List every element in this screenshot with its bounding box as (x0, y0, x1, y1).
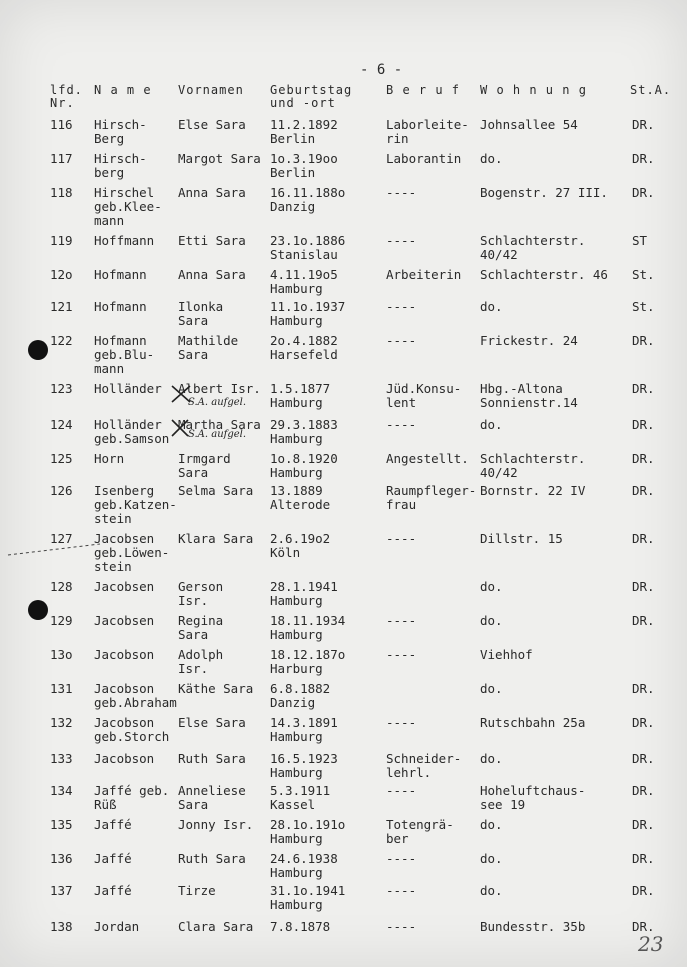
row-nr: 123 (50, 381, 73, 396)
row-vornamen: Ruth Sara (178, 851, 246, 866)
row-name: Jacobsen geb.Löwen- stein (94, 531, 170, 574)
row-nr: 125 (50, 451, 73, 466)
row-st: DR. (632, 333, 655, 348)
row-vornamen: Clara Sara (178, 919, 254, 934)
row-st: DR. (632, 751, 655, 766)
row-geburt: 31.1o.1941 Hamburg (270, 883, 346, 912)
row-st: DR. (632, 117, 655, 132)
row-beruf: Angestellt. (386, 451, 469, 466)
row-vornamen: Klara Sara (178, 531, 254, 546)
row-geburt: 2.6.19o2 Köln (270, 531, 331, 560)
row-wohnung: Bundesstr. 35b (480, 919, 586, 934)
row-st: DR. (632, 919, 655, 934)
row-name: Jaffé geb. Rüß (94, 783, 170, 812)
row-nr: 12o (50, 267, 73, 282)
row-beruf: Arbeiterin (386, 267, 462, 282)
row-nr: 133 (50, 751, 73, 766)
header-beruf: B e r u f (386, 83, 461, 97)
row-vornamen: Else Sara (178, 117, 246, 132)
row-wohnung: Viehhof (480, 647, 533, 662)
punch-hole (28, 340, 48, 360)
row-wohnung: do. (480, 417, 503, 432)
row-st: DR. (632, 613, 655, 628)
row-beruf: ---- (386, 417, 417, 432)
row-geburt: 23.1o.1886 Stanislau (270, 233, 346, 262)
row-wohnung: do. (480, 751, 503, 766)
row-name: Hoffmann (94, 233, 155, 248)
handwritten-note: S.A. aufgel. (188, 429, 247, 440)
row-geburt: 18.11.1934 Hamburg (270, 613, 346, 642)
row-nr: 132 (50, 715, 73, 730)
row-name: Jacobsen (94, 579, 155, 594)
row-name: Jaffé (94, 851, 132, 866)
row-name: Hofmann (94, 267, 147, 282)
row-vornamen: Anna Sara (178, 185, 246, 200)
row-geburt: 11.2.1892 Berlin (270, 117, 338, 146)
row-beruf: ---- (386, 783, 417, 798)
row-nr: 124 (50, 417, 73, 432)
row-geburt: 4.11.19o5 Hamburg (270, 267, 338, 296)
row-beruf: ---- (386, 531, 417, 546)
row-wohnung: Bogenstr. 27 III. (480, 185, 608, 200)
row-name: Jaffé (94, 883, 132, 898)
row-st: DR. (632, 817, 655, 832)
row-geburt: 16.5.1923 Hamburg (270, 751, 338, 780)
row-wohnung: do. (480, 613, 503, 628)
row-vornamen: Irmgard Sara (178, 451, 231, 480)
row-vornamen: Ruth Sara (178, 751, 246, 766)
row-vornamen: Margot Sara (178, 151, 261, 166)
row-vornamen: Martha Sara (178, 417, 261, 432)
row-st: DR. (632, 451, 655, 466)
row-nr: 134 (50, 783, 73, 798)
row-geburt: 7.8.1878 (270, 919, 331, 934)
row-vornamen: Else Sara (178, 715, 246, 730)
row-st: St. (632, 299, 655, 314)
row-vornamen: Regina Sara (178, 613, 224, 642)
row-nr: 127 (50, 531, 73, 546)
row-nr: 117 (50, 151, 73, 166)
row-nr: 138 (50, 919, 73, 934)
row-beruf: ---- (386, 919, 417, 934)
row-beruf: ---- (386, 647, 417, 662)
row-st: ST (632, 233, 648, 248)
row-name: Jacobson geb.Abraham (94, 681, 177, 710)
header-vornamen: Vornamen (178, 83, 244, 97)
row-wohnung: do. (480, 151, 503, 166)
row-vornamen: Käthe Sara (178, 681, 254, 696)
row-name: Jacobson (94, 751, 155, 766)
row-beruf: ---- (386, 299, 417, 314)
row-st: DR. (632, 883, 655, 898)
row-geburt: 28.1o.191o Hamburg (270, 817, 346, 846)
row-wohnung: do. (480, 851, 503, 866)
row-geburt: 13.1889 Alterode (270, 483, 331, 512)
row-wohnung: do. (480, 883, 503, 898)
pencil-page-number: 23 (638, 932, 664, 956)
row-st: DR. (632, 579, 655, 594)
row-geburt: 2o.4.1882 Harsefeld (270, 333, 338, 362)
row-nr: 136 (50, 851, 73, 866)
row-geburt: 1o.8.1920 Hamburg (270, 451, 338, 480)
row-st: DR. (632, 783, 655, 798)
row-wohnung: Johnsallee 54 (480, 117, 578, 132)
row-vornamen: Selma Sara (178, 483, 254, 498)
row-wohnung: do. (480, 299, 503, 314)
row-nr: 116 (50, 117, 73, 132)
row-geburt: 1.5.1877 Hamburg (270, 381, 331, 410)
row-wohnung: Bornstr. 22 IV (480, 483, 586, 498)
row-name: Jordan (94, 919, 140, 934)
row-st: DR. (632, 417, 655, 432)
row-beruf: ---- (386, 613, 417, 628)
row-wohnung: Frickestr. 24 (480, 333, 578, 348)
row-wohnung: Schlachterstr. 40/42 (480, 451, 586, 480)
row-geburt: 29.3.1883 Hamburg (270, 417, 338, 446)
row-beruf: ---- (386, 333, 417, 348)
row-geburt: 18.12.187o Harburg (270, 647, 346, 676)
row-nr: 129 (50, 613, 73, 628)
row-st: DR. (632, 381, 655, 396)
row-vornamen: Anneliese Sara (178, 783, 246, 812)
row-name: Horn (94, 451, 125, 466)
row-nr: 122 (50, 333, 73, 348)
row-name: Jaffé (94, 817, 132, 832)
punch-hole (28, 600, 48, 620)
row-wohnung: Schlachterstr. 46 (480, 267, 608, 282)
row-geburt: 6.8.1882 Danzig (270, 681, 331, 710)
row-geburt: 1o.3.19oo Berlin (270, 151, 338, 180)
row-nr: 119 (50, 233, 73, 248)
row-name: Jacobson geb.Storch (94, 715, 170, 744)
row-wohnung: Hbg.-Altona Sonnienstr.14 (480, 381, 578, 410)
row-geburt: 11.1o.1937 Hamburg (270, 299, 346, 328)
row-name: Holländer geb.Samson (94, 417, 170, 446)
row-wohnung: do. (480, 817, 503, 832)
row-geburt: 16.11.188o Danzig (270, 185, 346, 214)
row-nr: 118 (50, 185, 73, 200)
row-st: St. (632, 267, 655, 282)
row-name: Isenberg geb.Katzen- stein (94, 483, 177, 526)
row-name: Hirschel geb.Klee- mann (94, 185, 162, 228)
header-name: N a m e (94, 83, 152, 97)
row-st: DR. (632, 483, 655, 498)
row-st: DR. (632, 851, 655, 866)
row-beruf: Laborantin (386, 151, 462, 166)
row-vornamen: Anna Sara (178, 267, 246, 282)
row-wohnung: do. (480, 579, 503, 594)
header-geburt: Geburtstag und -ort (270, 83, 353, 110)
row-beruf: Jüd.Konsu- lent (386, 381, 462, 410)
row-geburt: 5.3.1911 Kassel (270, 783, 331, 812)
row-vornamen: Etti Sara (178, 233, 246, 248)
header-wohnung: W o h n u n g (480, 83, 587, 97)
row-wohnung: do. (480, 681, 503, 696)
row-name: Jacobsen (94, 613, 155, 628)
row-geburt: 24.6.1938 Hamburg (270, 851, 338, 880)
row-nr: 135 (50, 817, 73, 832)
row-beruf: Totengrä- ber (386, 817, 454, 846)
row-beruf: ---- (386, 233, 417, 248)
row-name: Hirsch- berg (94, 151, 147, 180)
row-vornamen: Mathilde Sara (178, 333, 239, 362)
row-vornamen: Tirze (178, 883, 216, 898)
row-wohnung: Rutschbahn 25a (480, 715, 586, 730)
row-wohnung: Hoheluftchaus- see 19 (480, 783, 586, 812)
row-beruf: ---- (386, 715, 417, 730)
header-st: St.A. (630, 83, 672, 97)
row-beruf: ---- (386, 883, 417, 898)
row-nr: 137 (50, 883, 73, 898)
row-vornamen: Adolph Isr. (178, 647, 224, 676)
row-vornamen: Jonny Isr. (178, 817, 254, 832)
row-wohnung: Schlachterstr. 40/42 (480, 233, 586, 262)
row-name: Hofmann geb.Blu- mann (94, 333, 155, 376)
row-st: DR. (632, 185, 655, 200)
row-nr: 128 (50, 579, 73, 594)
row-wohnung: Dillstr. 15 (480, 531, 563, 546)
page-number: - 6 - (360, 62, 403, 78)
row-st: DR. (632, 531, 655, 546)
row-st: DR. (632, 715, 655, 730)
row-name: Jacobson (94, 647, 155, 662)
row-name: Hirsch- Berg (94, 117, 147, 146)
row-beruf: Laborleite- rin (386, 117, 469, 146)
row-vornamen: Gerson Isr. (178, 579, 224, 608)
row-vornamen: Ilonka Sara (178, 299, 224, 328)
row-nr: 121 (50, 299, 73, 314)
row-name: Hofmann (94, 299, 147, 314)
row-beruf: Schneider- lehrl. (386, 751, 462, 780)
row-vornamen: Albert Isr. (178, 381, 261, 396)
row-geburt: 14.3.1891 Hamburg (270, 715, 338, 744)
handwritten-note: S.A. aufgel. (188, 397, 247, 408)
row-beruf: ---- (386, 851, 417, 866)
row-nr: 131 (50, 681, 73, 696)
row-geburt: 28.1.1941 Hamburg (270, 579, 338, 608)
row-beruf: Raumpfleger- frau (386, 483, 477, 512)
row-nr: 13o (50, 647, 73, 662)
header-nr: lfd. Nr. (50, 83, 83, 110)
row-nr: 126 (50, 483, 73, 498)
row-st: DR. (632, 681, 655, 696)
row-name: Holländer (94, 381, 162, 396)
row-st: DR. (632, 151, 655, 166)
row-beruf: ---- (386, 185, 417, 200)
